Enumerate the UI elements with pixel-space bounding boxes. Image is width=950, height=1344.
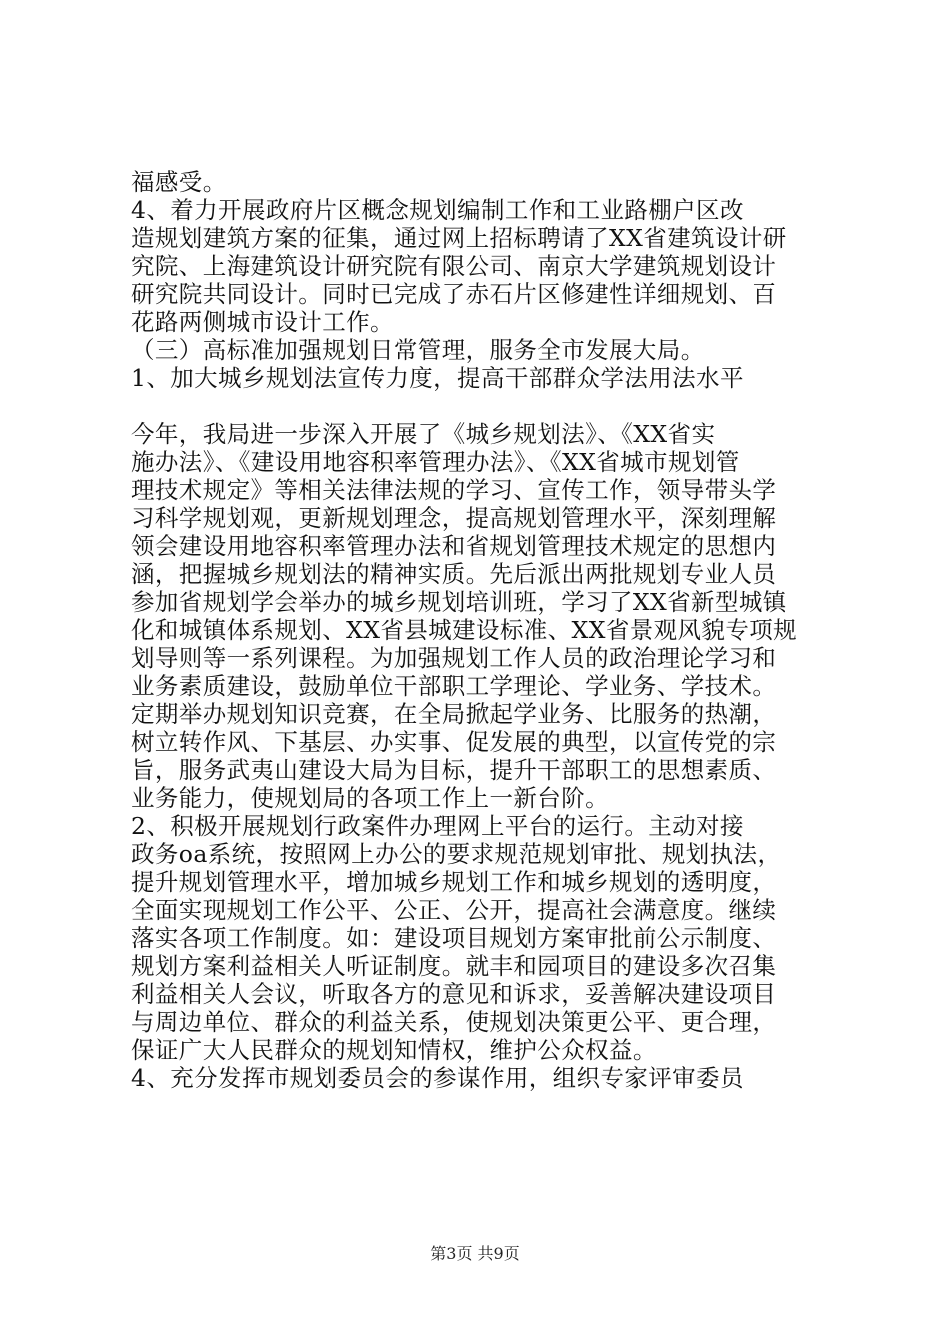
text-line: 旨，服务武夷山建设大局为目标，提升干部职工的思想素质、 <box>131 756 777 784</box>
text-line: 领会建设用地容积率管理办法和省规划管理技术规定的思想内 <box>131 532 777 560</box>
text-line: 今年，我局进一步深入开展了《城乡规划法》、《XX省实 <box>131 420 716 448</box>
text-line: 全面实现规划工作公平、公正、公开，提高社会满意度。继续 <box>131 896 777 924</box>
text-line: 业务能力，使规划局的各项工作上一新台阶。 <box>131 784 609 812</box>
text-line: 4、充分发挥市规划委员会的参谋作用，组织专家评审委员 <box>131 1064 744 1092</box>
text-line: 化和城镇体系规划、XX省县城建设标准、XX省景观风貌专项规 <box>131 616 798 644</box>
text-line: 树立转作风、下基层、办实事、促发展的典型，以宣传党的宗 <box>131 728 777 756</box>
text-line: 规划方案利益相关人听证制度。就丰和园项目的建设多次召集 <box>131 952 777 980</box>
text-line: 2、积极开展规划行政案件办理网上平台的运行。主动对接 <box>131 812 744 840</box>
text-line: 研究院共同设计。同时已完成了赤石片区修建性详细规划、百 <box>131 280 777 308</box>
text-line: 花路两侧城市设计工作。 <box>131 308 394 336</box>
text-line: 保证广大人民群众的规划知情权，维护公众权益。 <box>131 1036 657 1064</box>
text-line: 利益相关人会议，听取各方的意见和诉求，妥善解决建设项目 <box>131 980 777 1008</box>
section-heading: （三）高标准加强规划日常管理，服务全市发展大局。 <box>131 336 705 364</box>
subsection-heading: 1、加大城乡规划法宣传力度，提高干部群众学法用法水平 <box>131 364 744 392</box>
text-line: 业务素质建设，鼓励单位干部职工学理论、学业务、学技术。 <box>131 672 777 700</box>
text-line: 政务oa系统，按照网上办公的要求规范规划审批、规划执法， <box>131 840 782 868</box>
document-body <box>131 168 836 1092</box>
text-line: 4、着力开展政府片区概念规划编制工作和工业路棚户区改 <box>131 196 744 224</box>
text-line: 涵，把握城乡规划法的精神实质。先后派出两批规划专业人员 <box>131 560 777 588</box>
text-line: 与周边单位、群众的利益关系，使规划决策更公平、更合理， <box>131 1008 777 1036</box>
text-line: 理技术规定》等相关法律法规的学习、宣传工作，领导带头学 <box>131 476 777 504</box>
text-line: 习科学规划观，更新规划理念，提高规划管理水平，深刻理解 <box>131 504 777 532</box>
text-line: 划导则等一系列课程。为加强规划工作人员的政治理论学习和 <box>131 644 777 672</box>
page-footer: 第3页 共9页 <box>430 1244 520 1263</box>
text-line: 造规划建筑方案的征集，通过网上招标聘请了XX省建筑设计研 <box>131 224 787 252</box>
text-line: 落实各项工作制度。如：建设项目规划方案审批前公示制度、 <box>131 924 777 952</box>
text-line: 定期举办规划知识竞赛，在全局掀起学业务、比服务的热潮， <box>131 700 777 728</box>
text-line: 福感受。 <box>131 168 227 196</box>
text-line: 究院、上海建筑设计研究院有限公司、南京大学建筑规划设计 <box>131 252 777 280</box>
text-line: 提升规划管理水平，增加城乡规划工作和城乡规划的透明度， <box>131 868 777 896</box>
text-line: 施办法》、《建设用地容积率管理办法》、《XX省城市规划管 <box>131 448 740 476</box>
text-line: 参加省规划学会举办的城乡规划培训班，学习了XX省新型城镇 <box>131 588 787 616</box>
